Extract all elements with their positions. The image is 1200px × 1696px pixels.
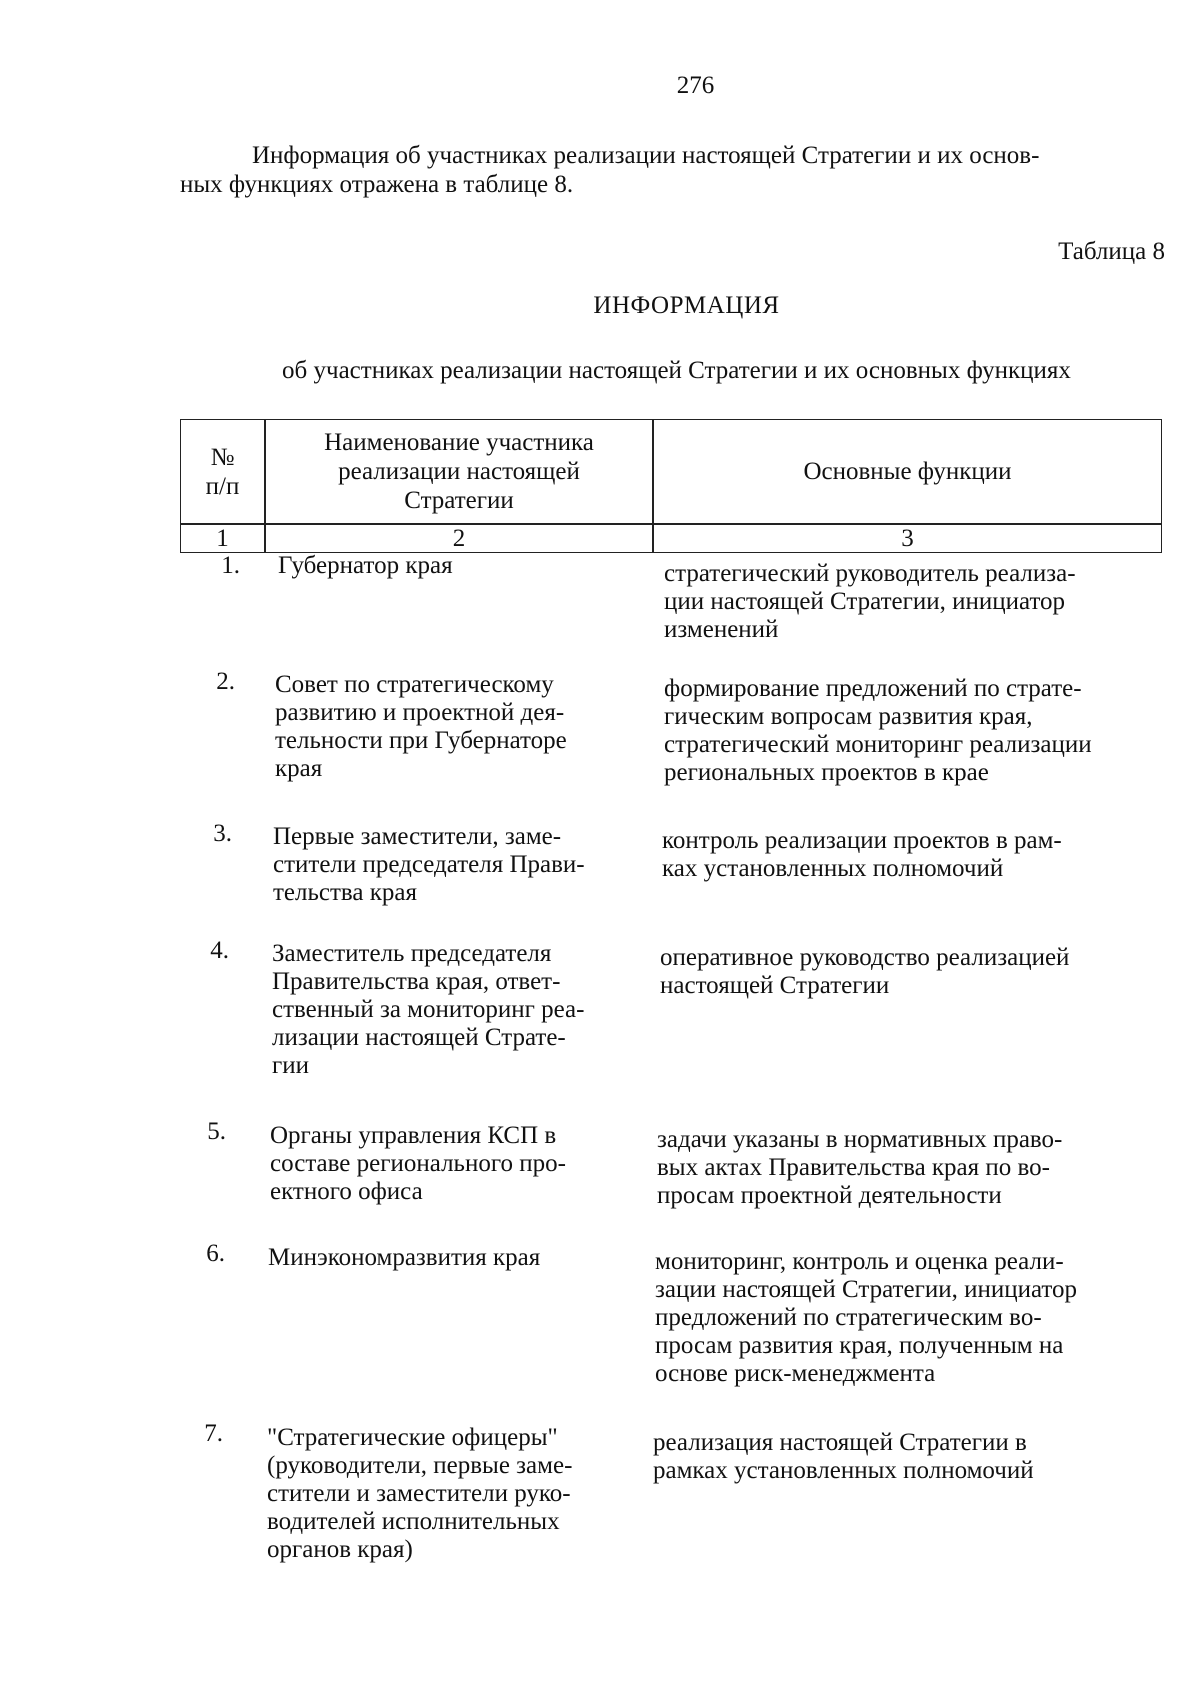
participant-name-line: (руководители, первые заме- [267,1452,573,1479]
participant-name-line: составе регионального про- [270,1150,566,1177]
function-line: рамках установленных полномочий [653,1457,1034,1484]
participant-functions [660,944,1135,1000]
function-line: основе риск-менеджмента [655,1360,936,1387]
participant-functions [655,1248,1130,1388]
function-line: зации настоящей Стратегии, инициатор [655,1276,1078,1303]
participant-name-line: "Стратегические офицеры" [267,1424,558,1451]
function-line: ках установленных полномочий [662,855,1004,882]
participant-name-line: ственный за мониторинг реа- [272,996,585,1023]
header-functions: Основные функции [803,458,1012,485]
participant-name-line: Заместитель председателя [272,940,552,967]
column-number: 2 [452,524,466,552]
header-num-line: п/п [205,472,240,500]
function-line: задачи указаны в нормативных право- [657,1126,1063,1153]
header-name-line: Наименование участника [324,429,594,456]
participant-functions [657,1126,1132,1210]
participant-name-line: органов края) [267,1536,413,1563]
column-number: 1 [216,524,229,552]
participant-name-line: гии [272,1052,310,1079]
row-number: 5. [207,1118,226,1145]
function-line: мониторинг, контроль и оценка реали- [655,1248,1064,1275]
participant-functions [664,675,1139,787]
intro-line-2: ных функциях отражена в таблице 8. [180,171,574,198]
header-name [266,420,652,523]
function-line: оперативное руководство реализацией [660,944,1070,971]
participant-name-line: ектного офиса [270,1178,423,1205]
function-line: стратегический мониторинг реализации [664,731,1092,758]
table-caption: Таблица 8 [1058,238,1165,265]
participant-name [270,1122,605,1206]
row-number: 6. [206,1240,225,1267]
column-number: 3 [901,524,914,552]
participant-name-line: Правительства края, ответ- [272,968,561,995]
function-line: ции настоящей Стратегии, инициатор [664,588,1066,615]
function-line: просам развития края, полученным на [655,1332,1064,1359]
row-number: 2. [216,668,235,695]
participant-functions [664,560,1139,644]
document-title: ИНФОРМАЦИЯ [593,292,780,319]
participant-name-line: Первые заместители, заме- [273,823,562,850]
function-line: вых актах Правительства края по во- [657,1154,1050,1181]
participant-name [273,823,608,907]
participant-name-line: тельности при Губернаторе [275,727,567,754]
participant-name-line: развитию и проектной дея- [275,699,565,726]
function-line: настоящей Стратегии [660,972,890,999]
participant-name-line: Губернатор края [278,552,453,579]
page-number: 276 [676,72,715,99]
participant-name-line: водителей исполнительных [267,1508,560,1535]
participant-functions [653,1429,1128,1485]
intro-line-1: Информация об участниках реализации настоящей Стратегии и их основ- [252,142,1040,169]
participant-name [268,1244,603,1272]
participant-name-line: Минэкономразвития края [268,1244,541,1271]
participant-name-line: Совет по стратегическому [275,671,554,698]
function-line: стратегический руководитель реализа- [664,560,1076,587]
header-num-line: № [210,443,235,471]
participant-name-line: края [275,755,323,782]
function-line: просам проектной деятельности [657,1182,1002,1209]
row-number: 1. [221,552,240,579]
participant-functions [662,827,1137,883]
participant-name-line: стители председателя Прави- [273,851,585,878]
participant-name-line: Органы управления КСП в [270,1122,557,1149]
function-line: реализация настоящей Стратегии в [653,1429,1027,1456]
participant-name-line: лизации настоящей Страте- [272,1024,566,1051]
function-line: региональных проектов в крае [664,759,989,786]
participant-name-line: стители и заместители руко- [267,1480,571,1507]
participant-name [272,940,607,1080]
participant-name [267,1424,602,1564]
function-line: контроль реализации проектов в рам- [662,827,1062,854]
participant-name [278,552,613,580]
function-line: формирование предложений по страте- [664,675,1082,702]
document-subtitle: об участниках реализации настоящей Стратегии и их основных функциях [282,357,1071,384]
participant-name [275,671,610,783]
function-line: гическим вопросам развития края, [664,703,1033,730]
row-number: 7. [204,1420,223,1447]
table-header [180,419,1162,553]
row-number: 4. [210,937,229,964]
row-number: 3. [213,820,232,847]
participant-name-line: тельства края [273,879,417,906]
function-line: предложений по стратегическим во- [655,1304,1042,1331]
header-name-line: реализации настоящей [338,458,580,485]
header-name-line: Стратегии [404,487,514,514]
function-line: изменений [664,616,779,643]
header-num [181,420,264,523]
